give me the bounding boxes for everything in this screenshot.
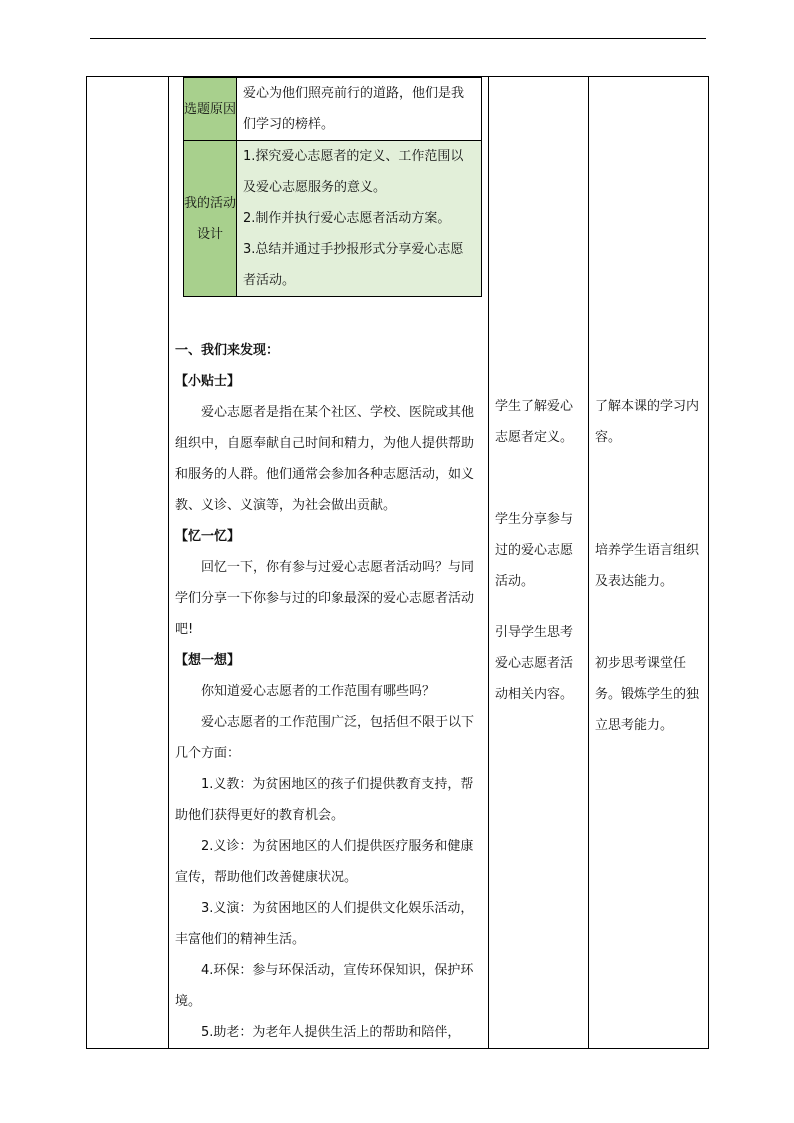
reason-text: 爱心为他们照亮前行的道路，他们是我们学习的榜样。: [237, 78, 482, 141]
recall-text: 回忆一下，你有参与过爱心志愿者活动吗？与同学们分享一下你参与过的印象最深的爱心志愿者活动吧!: [175, 560, 475, 637]
student-activity: 引导学生思考爱心志愿者活动相关内容。: [495, 625, 574, 702]
design-intent: 初步思考课堂任务。锻炼学生的独立思考能力。: [595, 656, 700, 733]
lesson-plan-table: [86, 76, 709, 1049]
scope-item: 5.助老：为老年人提供生活上的帮助和陪伴，: [201, 1025, 461, 1040]
think-intro: 爱心志愿者的工作范围广泛，包括但不限于以下几个方面：: [175, 715, 475, 761]
think-question: 你知道爱心志愿者的工作范围有哪些吗？: [201, 684, 436, 699]
design-intent-column: [589, 77, 709, 1049]
design-item: 2.制作并执行爱心志愿者活动方案。: [243, 211, 451, 226]
scope-item: 1.义教：为贫困地区的孩子们提供教育支持，帮助他们获得更好的教育机会。: [175, 777, 474, 823]
student-activity: 学生了解爱心志愿者定义。: [495, 399, 574, 445]
scope-item: 4.环保：参与环保活动，宣传环保知识，保护环境。: [175, 963, 474, 1009]
stage-column: [87, 77, 169, 1049]
header-rule: [90, 38, 706, 39]
topic-table: [183, 77, 482, 297]
design-list: [237, 141, 482, 297]
student-activity: 学生分享参与过的爱心志愿活动。: [495, 512, 574, 589]
design-label: 我的活动设计: [184, 141, 237, 297]
reason-label: 选题原因: [184, 78, 237, 141]
tip-text: 爱心志愿者是指在某个社区、学校、医院或其他组织中，自愿奉献自己时间和精力，为他人提供帮助和服务的人群。他们通常会参加各种志愿活动，如义教、义诊、义演等，为社会做出贡献。: [175, 405, 475, 513]
design-intent: 培养学生语言组织及表达能力。: [595, 543, 700, 589]
design-item: 1.探究爱心志愿者的定义、工作范围以及爱心志愿服务的意义。: [243, 149, 464, 195]
recall-label: 【忆一忆】: [175, 529, 241, 544]
scope-item: 3.义演：为贫困地区的人们提供文化娱乐活动，丰富他们的精神生活。: [175, 901, 474, 947]
tip-label: 【小贴士】: [175, 374, 241, 389]
section-title: 一、我们来发现：: [175, 343, 280, 358]
design-item: 3.总结并通过手抄报形式分享爱心志愿者活动。: [243, 242, 464, 288]
scope-item: 2.义诊：为贫困地区的人们提供医疗服务和健康宣传，帮助他们改善健康状况。: [175, 839, 474, 885]
content-column: [169, 77, 489, 1049]
student-activity-column: [489, 77, 589, 1049]
design-intent: 了解本课的学习内容。: [595, 399, 700, 445]
think-label: 【想一想】: [175, 653, 241, 668]
